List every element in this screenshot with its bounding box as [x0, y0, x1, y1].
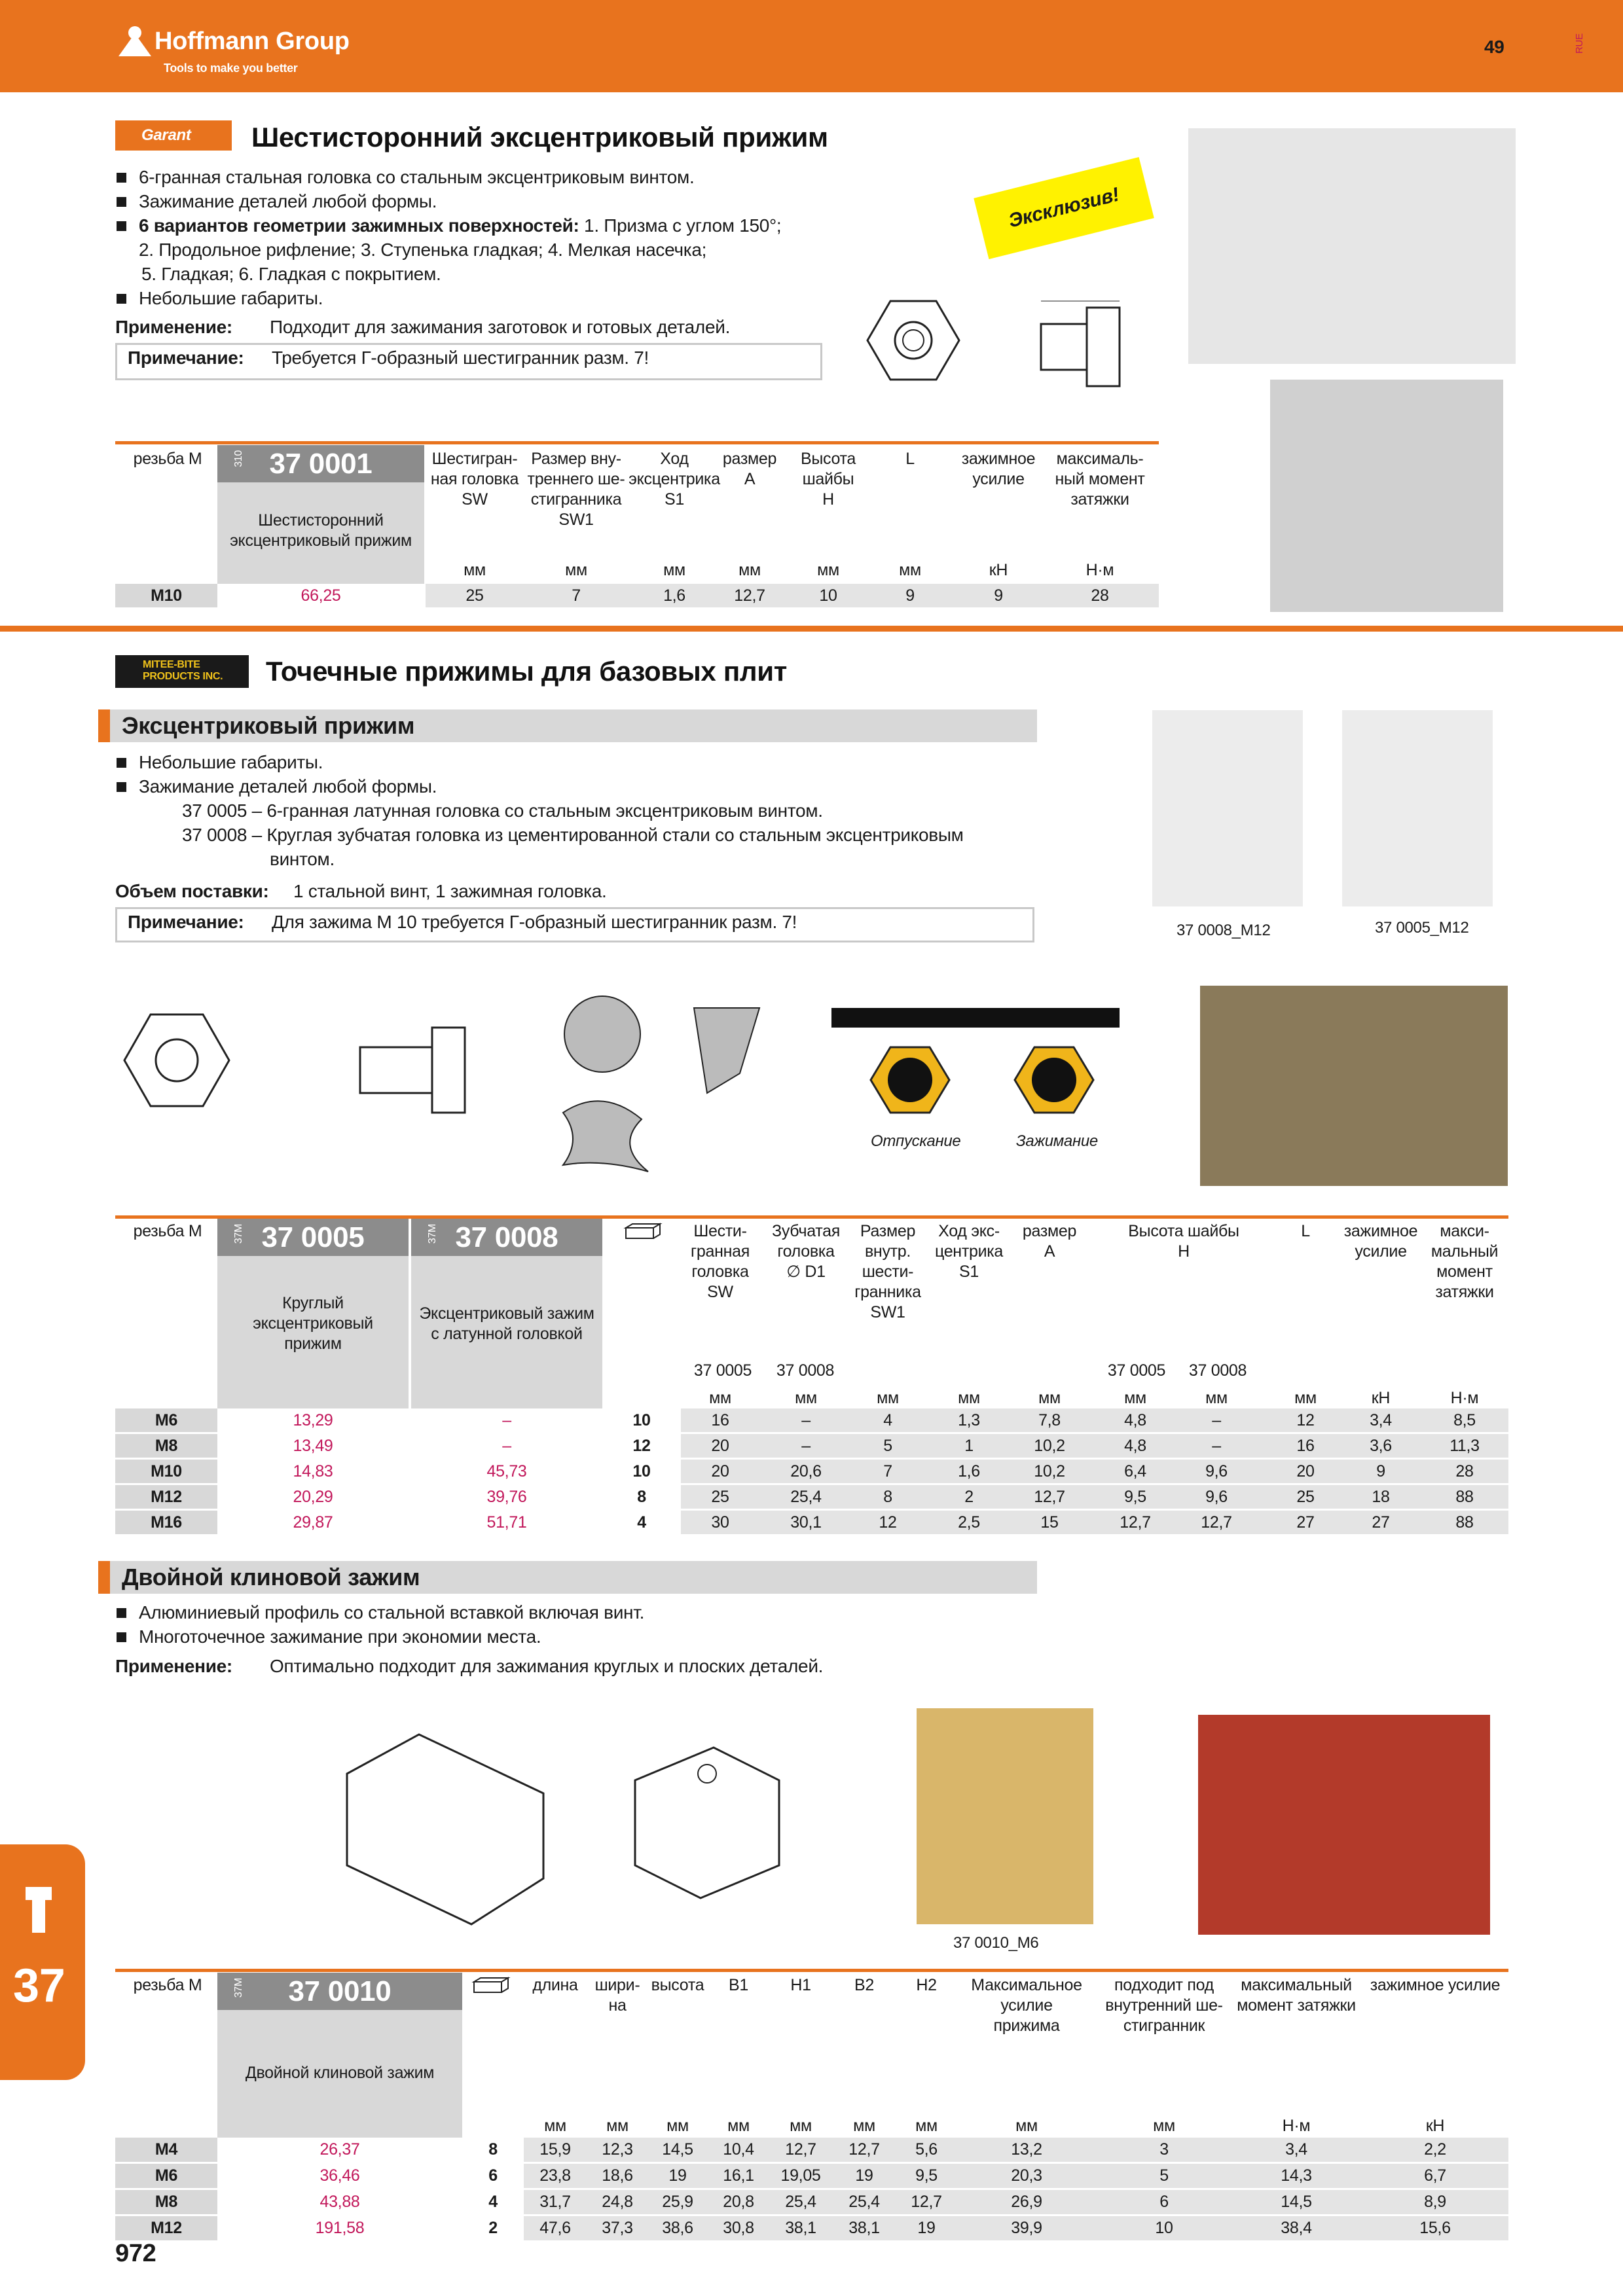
value-cell: 3,4 — [1370, 1411, 1392, 1429]
price-cell: 14,83 — [293, 1462, 333, 1480]
thread-header: резьба M — [133, 1976, 202, 1994]
column-header: B1 — [729, 1976, 748, 1994]
section-title: Точечные прижимы для базовых плит — [266, 656, 788, 687]
value-cell: 39,9 — [1011, 2219, 1042, 2237]
value-cell: 2,5 — [958, 1513, 980, 1532]
value-cell: 1,6 — [958, 1462, 980, 1480]
package-icon — [623, 1221, 663, 1241]
price-cell: 45,73 — [486, 1462, 527, 1480]
value-cell: 25 — [1296, 1488, 1315, 1506]
value-cell: 15 — [1040, 1513, 1059, 1532]
article-description: Круглый эксцентриковый прижим — [253, 1294, 373, 1353]
value-cell: 30 — [711, 1513, 729, 1532]
value-cell: 26,9 — [1011, 2193, 1042, 2211]
thread-cell: M10 — [115, 584, 217, 607]
value-cell: 24,8 — [602, 2193, 633, 2211]
unit-label: кН — [1425, 2117, 1445, 2135]
price-cell: – — [502, 1437, 511, 1455]
article-code: 37 0008 — [455, 1221, 558, 1253]
application-photo — [1270, 380, 1503, 612]
value-cell: 2 — [964, 1488, 974, 1506]
feature-list — [115, 1600, 1032, 1649]
column-header: зажимное усилие — [961, 450, 1036, 488]
pack-qty-cell: 10 — [632, 1462, 651, 1480]
unit-label: мм — [709, 1389, 731, 1407]
value-cell: 12,7 — [1034, 1488, 1065, 1506]
clamp-caption: Зажимание — [1016, 1132, 1098, 1150]
value-cell: 10,2 — [1034, 1437, 1065, 1455]
column-header: B2 — [854, 1976, 874, 1994]
column-header: L — [905, 450, 915, 468]
thread-cell: M12 — [115, 1485, 217, 1509]
feature-item: Многоточечное зажимание при экономии места. — [115, 1624, 1032, 1649]
pack-qty-cell: 8 — [488, 2140, 498, 2159]
thread-cell: M4 — [115, 2138, 217, 2162]
photo-caption: 37 0010_M6 — [953, 1934, 1039, 1952]
unit-label: мм — [739, 561, 761, 579]
column-header: максимальный момент затяжки — [1237, 1976, 1356, 2015]
variant-subheader: 37 0008 — [1188, 1361, 1247, 1380]
unit-label: мм — [877, 1389, 899, 1407]
feature-item: 6-гранная стальная головка со стальным эксцентриковым винтом. — [115, 165, 901, 189]
article-code: 37 0005 — [261, 1221, 365, 1253]
company-tagline: Tools to make you better — [164, 62, 298, 75]
value-cell: 28 — [1455, 1462, 1474, 1480]
variant-subheader: 37 0008 — [776, 1361, 835, 1380]
photo-caption: 37 0005_M12 — [1375, 919, 1469, 937]
value-cell: 27 — [1372, 1513, 1390, 1532]
unit-label: мм — [565, 561, 587, 579]
value-cell: 14,5 — [662, 2140, 693, 2159]
article-prefix: 37M — [427, 1224, 438, 1244]
application-photo — [1198, 1715, 1490, 1935]
article-code: 37 0010 — [288, 1975, 392, 2007]
variant-subheader: 37 0005 — [1107, 1361, 1166, 1380]
value-cell: 3 — [1159, 2140, 1169, 2159]
product-photo-370008 — [1152, 710, 1303, 906]
value-cell: 7,8 — [1038, 1411, 1061, 1429]
article-description: Двойной клиновой зажим — [245, 2064, 435, 2082]
thread-cell: M8 — [115, 2190, 217, 2214]
price-cell: 39,76 — [486, 1488, 527, 1506]
value-cell: 25,9 — [662, 2193, 693, 2211]
value-cell: 12 — [879, 1513, 897, 1532]
value-cell: – — [801, 1437, 811, 1455]
unit-label: мм — [1015, 2117, 1038, 2135]
price-cell: 36,46 — [319, 2166, 360, 2185]
article-code: 37 0001 — [269, 448, 373, 480]
note-text: Требуется Г-образный шестигранник разм. 7! — [272, 348, 649, 368]
pack-qty-cell: 10 — [632, 1411, 651, 1429]
application-label: Применение: — [115, 317, 232, 337]
column-header: Размер вну- треннего ше- стигранника SW1 — [527, 450, 625, 529]
variant-item: 37 0008 – Круглая зубчатая головка из цементированной стали со стальным эксцентриковым — [182, 825, 964, 845]
value-cell: 3,6 — [1370, 1437, 1392, 1455]
value-cell: 4 — [883, 1411, 892, 1429]
column-header: H1 — [790, 1976, 811, 1994]
unit-label: мм — [1205, 1389, 1228, 1407]
thread-cell: M6 — [115, 1408, 217, 1432]
column-header: H2 — [916, 1976, 937, 1994]
column-header: длина — [532, 1976, 578, 1994]
value-cell: 1,6 — [663, 586, 685, 605]
value-cell: 13,2 — [1011, 2140, 1042, 2159]
application-label: Применение: — [115, 1656, 232, 1676]
feature-list — [115, 165, 901, 310]
column-header: размер A — [1022, 1222, 1077, 1261]
value-cell: – — [801, 1411, 811, 1429]
application-row — [115, 1656, 823, 1677]
pack-qty-cell: 4 — [637, 1513, 646, 1532]
feature-continuation: 2. Продольное рифление; 3. Ступенька гладкая; 4. Мелкая насечка; — [139, 240, 707, 260]
column-header: Ход эксцентрика S1 — [629, 450, 720, 509]
value-cell: 38,1 — [848, 2219, 880, 2237]
column-header: размер A — [722, 450, 777, 488]
thread-cell: M10 — [115, 1460, 217, 1483]
hoffmann-logo-icon — [115, 25, 155, 58]
technical-drawing-icon — [831, 288, 1172, 432]
price-cell: 26,37 — [319, 2140, 360, 2159]
price-cell: 20,29 — [293, 1488, 333, 1506]
value-cell: 1 — [964, 1437, 974, 1455]
value-cell: 47,6 — [539, 2219, 571, 2237]
value-cell: 12,3 — [602, 2140, 633, 2159]
article-description: Шестисторонний эксцентриковый прижим — [230, 511, 412, 550]
value-cell: 20 — [1296, 1462, 1315, 1480]
value-cell: 3,4 — [1285, 2140, 1307, 2159]
page-number: 972 — [115, 2240, 156, 2267]
thread-header: резьба M — [133, 1222, 202, 1240]
unit-label: мм — [817, 561, 839, 579]
column-header: зажимное усилие — [1370, 1976, 1501, 1994]
value-cell: 12,7 — [1120, 1513, 1151, 1532]
feature-item — [115, 213, 901, 238]
technical-drawing-icon — [105, 995, 1205, 1191]
column-header: Шести- гранная головка SW — [691, 1222, 750, 1301]
release-caption: Отпускание — [871, 1132, 961, 1150]
table-top-rule — [115, 1969, 1508, 1972]
value-cell: 30,8 — [723, 2219, 754, 2237]
value-cell: 25 — [465, 586, 484, 605]
clamp-icon — [22, 1884, 55, 1936]
value-cell: 6,4 — [1124, 1462, 1146, 1480]
feature-text: 1. Призма с углом 150°; — [579, 215, 782, 236]
price-cell: 191,58 — [315, 2219, 365, 2237]
value-cell: 19,05 — [780, 2166, 821, 2185]
pack-qty-cell: 12 — [632, 1437, 651, 1455]
value-cell: 7 — [572, 586, 581, 605]
column-header: Зубчатая головка ∅ D1 — [772, 1222, 840, 1281]
value-cell: 23,8 — [539, 2166, 571, 2185]
value-cell: 14,3 — [1281, 2166, 1312, 2185]
value-cell: 19 — [855, 2166, 873, 2185]
thread-cell: M16 — [115, 1511, 217, 1534]
exclusive-sticker: Эксклюзив! — [974, 157, 1154, 259]
column-header: Ход экс- центрика S1 — [934, 1222, 1004, 1281]
value-cell: 19 — [917, 2219, 936, 2237]
feature-emphasis: 6 вариантов геометрии зажимных поверхностей: — [139, 215, 579, 236]
value-cell: 37,3 — [602, 2219, 633, 2237]
section-title: Шестисторонний эксцентриковый прижим — [251, 122, 828, 152]
supply-row — [115, 881, 607, 902]
unit-label: мм — [915, 2117, 938, 2135]
unit-label: мм — [464, 561, 486, 579]
value-cell: 20 — [711, 1437, 729, 1455]
column-header: Максимальное усилие прижима — [971, 1976, 1082, 2035]
product-photo — [1188, 128, 1516, 364]
value-cell: 7 — [883, 1462, 892, 1480]
column-header: шири- на — [594, 1976, 640, 2015]
price-cell: 43,88 — [319, 2193, 360, 2211]
unit-label: Н·м — [1450, 1389, 1479, 1407]
value-cell: 10,2 — [1034, 1462, 1065, 1480]
pack-qty-cell: 4 — [488, 2193, 498, 2211]
unit-label: Н·м — [1085, 561, 1114, 579]
value-cell: 6 — [1159, 2193, 1169, 2211]
value-cell: 20 — [711, 1462, 729, 1480]
column-header: Высота шайбы H — [800, 450, 856, 509]
pack-qty-cell: 2 — [488, 2219, 498, 2237]
value-cell: 9 — [994, 586, 1003, 605]
value-cell: 4,8 — [1124, 1437, 1146, 1455]
unit-label: мм — [1294, 1389, 1317, 1407]
value-cell: 88 — [1455, 1513, 1474, 1532]
subsection-header: Двойной клиновой зажим — [98, 1561, 1037, 1594]
application-row — [115, 317, 730, 338]
value-cell: 10,4 — [723, 2140, 754, 2159]
catalog-page-number: 49 — [1484, 37, 1504, 57]
value-cell: 20,6 — [790, 1462, 822, 1480]
technical-drawing-icon — [327, 1728, 903, 1937]
note-label: Примечание: — [128, 912, 244, 932]
value-cell: 16 — [1296, 1437, 1315, 1455]
pack-qty-cell: 8 — [637, 1488, 646, 1506]
variant-item: винтом. — [270, 849, 335, 869]
note-label: Примечание: — [128, 348, 244, 368]
value-cell: 31,7 — [539, 2193, 571, 2211]
article-number — [217, 1973, 462, 2010]
miteebite-brand-logo: MITEE-BITE PRODUCTS INC. — [115, 655, 249, 688]
value-cell: 27 — [1296, 1513, 1315, 1532]
value-cell: 11,3 — [1450, 1437, 1480, 1455]
column-header: подходит под внутренний ше- стигранник — [1105, 1976, 1223, 2035]
feature-item: Алюминиевый профиль со стальной вставкой включая винт. — [115, 1600, 1032, 1624]
feature-continuation: 5. Гладкая; 6. Гладкая с покрытием. — [141, 264, 441, 284]
article-number — [217, 445, 424, 482]
unit-label: мм — [958, 1389, 980, 1407]
feature-item: Зажимание деталей любой формы. — [115, 189, 901, 213]
supply-text: 1 стальной винт, 1 зажимная головка. — [293, 881, 607, 901]
unit-label: мм — [1038, 1389, 1061, 1407]
article-number — [217, 1219, 409, 1256]
variant-item: 37 0005 – 6-гранная латунная головка со стальным эксцентриковым винтом. — [182, 800, 823, 821]
value-cell: 8,5 — [1453, 1411, 1476, 1429]
column-header: высота — [651, 1976, 704, 1994]
unit-label: кН — [989, 561, 1008, 579]
value-cell: 12 — [1296, 1411, 1315, 1429]
thread-cell: M6 — [115, 2164, 217, 2188]
value-cell: 5,6 — [915, 2140, 938, 2159]
value-cell: 10 — [819, 586, 837, 605]
value-cell: 10 — [1155, 2219, 1173, 2237]
value-cell: 38,6 — [662, 2219, 693, 2237]
column-header: Высота шайбы H — [1128, 1222, 1239, 1261]
section-divider — [0, 626, 1623, 632]
column-header: макси- мальный момент затяжки — [1431, 1222, 1499, 1301]
value-cell: 19 — [668, 2166, 687, 2185]
value-cell: 88 — [1455, 1488, 1474, 1506]
chapter-tab — [0, 1844, 85, 2080]
value-cell: 14,5 — [1281, 2193, 1312, 2211]
note-text: Для зажима M 10 требуется Г-образный шестигранник разм. 7! — [272, 912, 797, 932]
company-logo: Hoffmann Group — [155, 27, 350, 55]
value-cell: 12,7 — [848, 2140, 880, 2159]
chapter-number: 37 — [13, 1960, 65, 2012]
thread-cell: M12 — [115, 2216, 217, 2240]
unit-label: Н·м — [1282, 2117, 1311, 2135]
unit-label: мм — [544, 2117, 566, 2135]
package-icon — [471, 1975, 511, 1995]
value-cell: 12,7 — [734, 586, 765, 605]
value-cell: 8,9 — [1424, 2193, 1446, 2211]
value-cell: 15,9 — [539, 2140, 571, 2159]
unit-label: кН — [1371, 1389, 1391, 1407]
unit-label: мм — [727, 2117, 750, 2135]
unit-label: мм — [1124, 1389, 1146, 1407]
column-header: зажимное усилие — [1343, 1222, 1418, 1261]
value-cell: 18 — [1372, 1488, 1390, 1506]
pack-qty-cell: 6 — [488, 2166, 498, 2185]
price-cell: 29,87 — [293, 1513, 333, 1532]
value-cell: 6,7 — [1424, 2166, 1446, 2185]
product-photo — [917, 1708, 1093, 1924]
supply-label: Объем поставки: — [115, 881, 269, 901]
price-cell: – — [502, 1411, 511, 1429]
price-cell: 13,29 — [293, 1411, 333, 1429]
application-photo — [1200, 986, 1508, 1186]
column-header: Шестигран- ная головка SW — [430, 450, 519, 509]
feature-item: Небольшие габариты. — [115, 286, 901, 310]
column-header: L — [1301, 1222, 1310, 1240]
value-cell: 12,7 — [1201, 1513, 1232, 1532]
value-cell: 28 — [1091, 586, 1109, 605]
value-cell: 16 — [711, 1411, 729, 1429]
thread-header: резьба M — [133, 450, 202, 468]
unit-label: мм — [853, 2117, 875, 2135]
thread-cell: M8 — [115, 1434, 217, 1458]
note-box — [115, 343, 822, 380]
unit-label: мм — [606, 2117, 629, 2135]
unit-label: мм — [795, 1389, 817, 1407]
value-cell: 5 — [1159, 2166, 1169, 2185]
value-cell: 8 — [883, 1488, 892, 1506]
feature-item: Небольшие габариты. — [115, 750, 1032, 774]
application-text: Подходит для зажимания заготовок и готовых деталей. — [270, 317, 731, 337]
column-header: Размер внутр. шести- гранника SW1 — [854, 1222, 921, 1321]
article-description: Эксцентриковый зажим с латунной головкой — [419, 1304, 594, 1343]
article-prefix: 37M — [233, 1978, 244, 1998]
column-header: максималь- ный момент затяжки — [1055, 450, 1145, 509]
value-cell: 38,1 — [785, 2219, 816, 2237]
value-cell: 9,5 — [1124, 1488, 1146, 1506]
unit-label: мм — [1153, 2117, 1175, 2135]
price-cell: 51,71 — [486, 1513, 527, 1532]
note-box — [115, 907, 1034, 942]
value-cell: 1,3 — [958, 1411, 980, 1429]
variant-subheader: 37 0005 — [693, 1361, 752, 1380]
price-cell: 66,25 — [301, 586, 341, 605]
garant-brand-logo: Garant — [115, 120, 232, 151]
feature-list — [115, 750, 1032, 871]
value-cell: 38,4 — [1281, 2219, 1312, 2237]
product-photo-370005 — [1342, 710, 1493, 906]
value-cell: 20,8 — [723, 2193, 754, 2211]
value-cell: 9 — [1376, 1462, 1385, 1480]
value-cell: 30,1 — [790, 1513, 822, 1532]
value-cell: 18,6 — [602, 2166, 633, 2185]
value-cell: 25,4 — [790, 1488, 822, 1506]
article-prefix: 310 — [233, 450, 244, 467]
value-cell: 25 — [711, 1488, 729, 1506]
value-cell: 25,4 — [848, 2193, 880, 2211]
value-cell: 25,4 — [785, 2193, 816, 2211]
value-cell: 15,6 — [1419, 2219, 1451, 2237]
article-prefix: 37M — [233, 1224, 244, 1244]
feature-item: Зажимание деталей любой формы. — [115, 774, 1032, 798]
value-cell: 9,5 — [915, 2166, 938, 2185]
value-cell: 20,3 — [1011, 2166, 1042, 2185]
value-cell: – — [1212, 1437, 1221, 1455]
value-cell: 2,2 — [1424, 2140, 1446, 2159]
value-cell: 9 — [905, 586, 915, 605]
price-cell: 13,49 — [293, 1437, 333, 1455]
value-cell: 16,1 — [723, 2166, 754, 2185]
unit-label: мм — [790, 2117, 812, 2135]
value-cell: 9,6 — [1205, 1488, 1228, 1506]
application-text: Оптимально подходит для зажимания круглых и плоских деталей. — [270, 1656, 824, 1676]
value-cell: 5 — [883, 1437, 892, 1455]
value-cell: 12,7 — [785, 2140, 816, 2159]
unit-label: мм — [663, 561, 685, 579]
table-top-rule — [115, 441, 1159, 444]
unit-label: мм — [666, 2117, 689, 2135]
unit-label: мм — [899, 561, 921, 579]
photo-caption: 37 0008_M12 — [1176, 922, 1271, 939]
value-cell: 4,8 — [1124, 1411, 1146, 1429]
value-cell: 9,6 — [1205, 1462, 1228, 1480]
value-cell: – — [1212, 1411, 1221, 1429]
subsection-header: Эксцентриковый прижим — [98, 709, 1037, 742]
value-cell: 12,7 — [911, 2193, 942, 2211]
region-tag: RUE — [1574, 33, 1585, 54]
article-number — [411, 1219, 602, 1256]
